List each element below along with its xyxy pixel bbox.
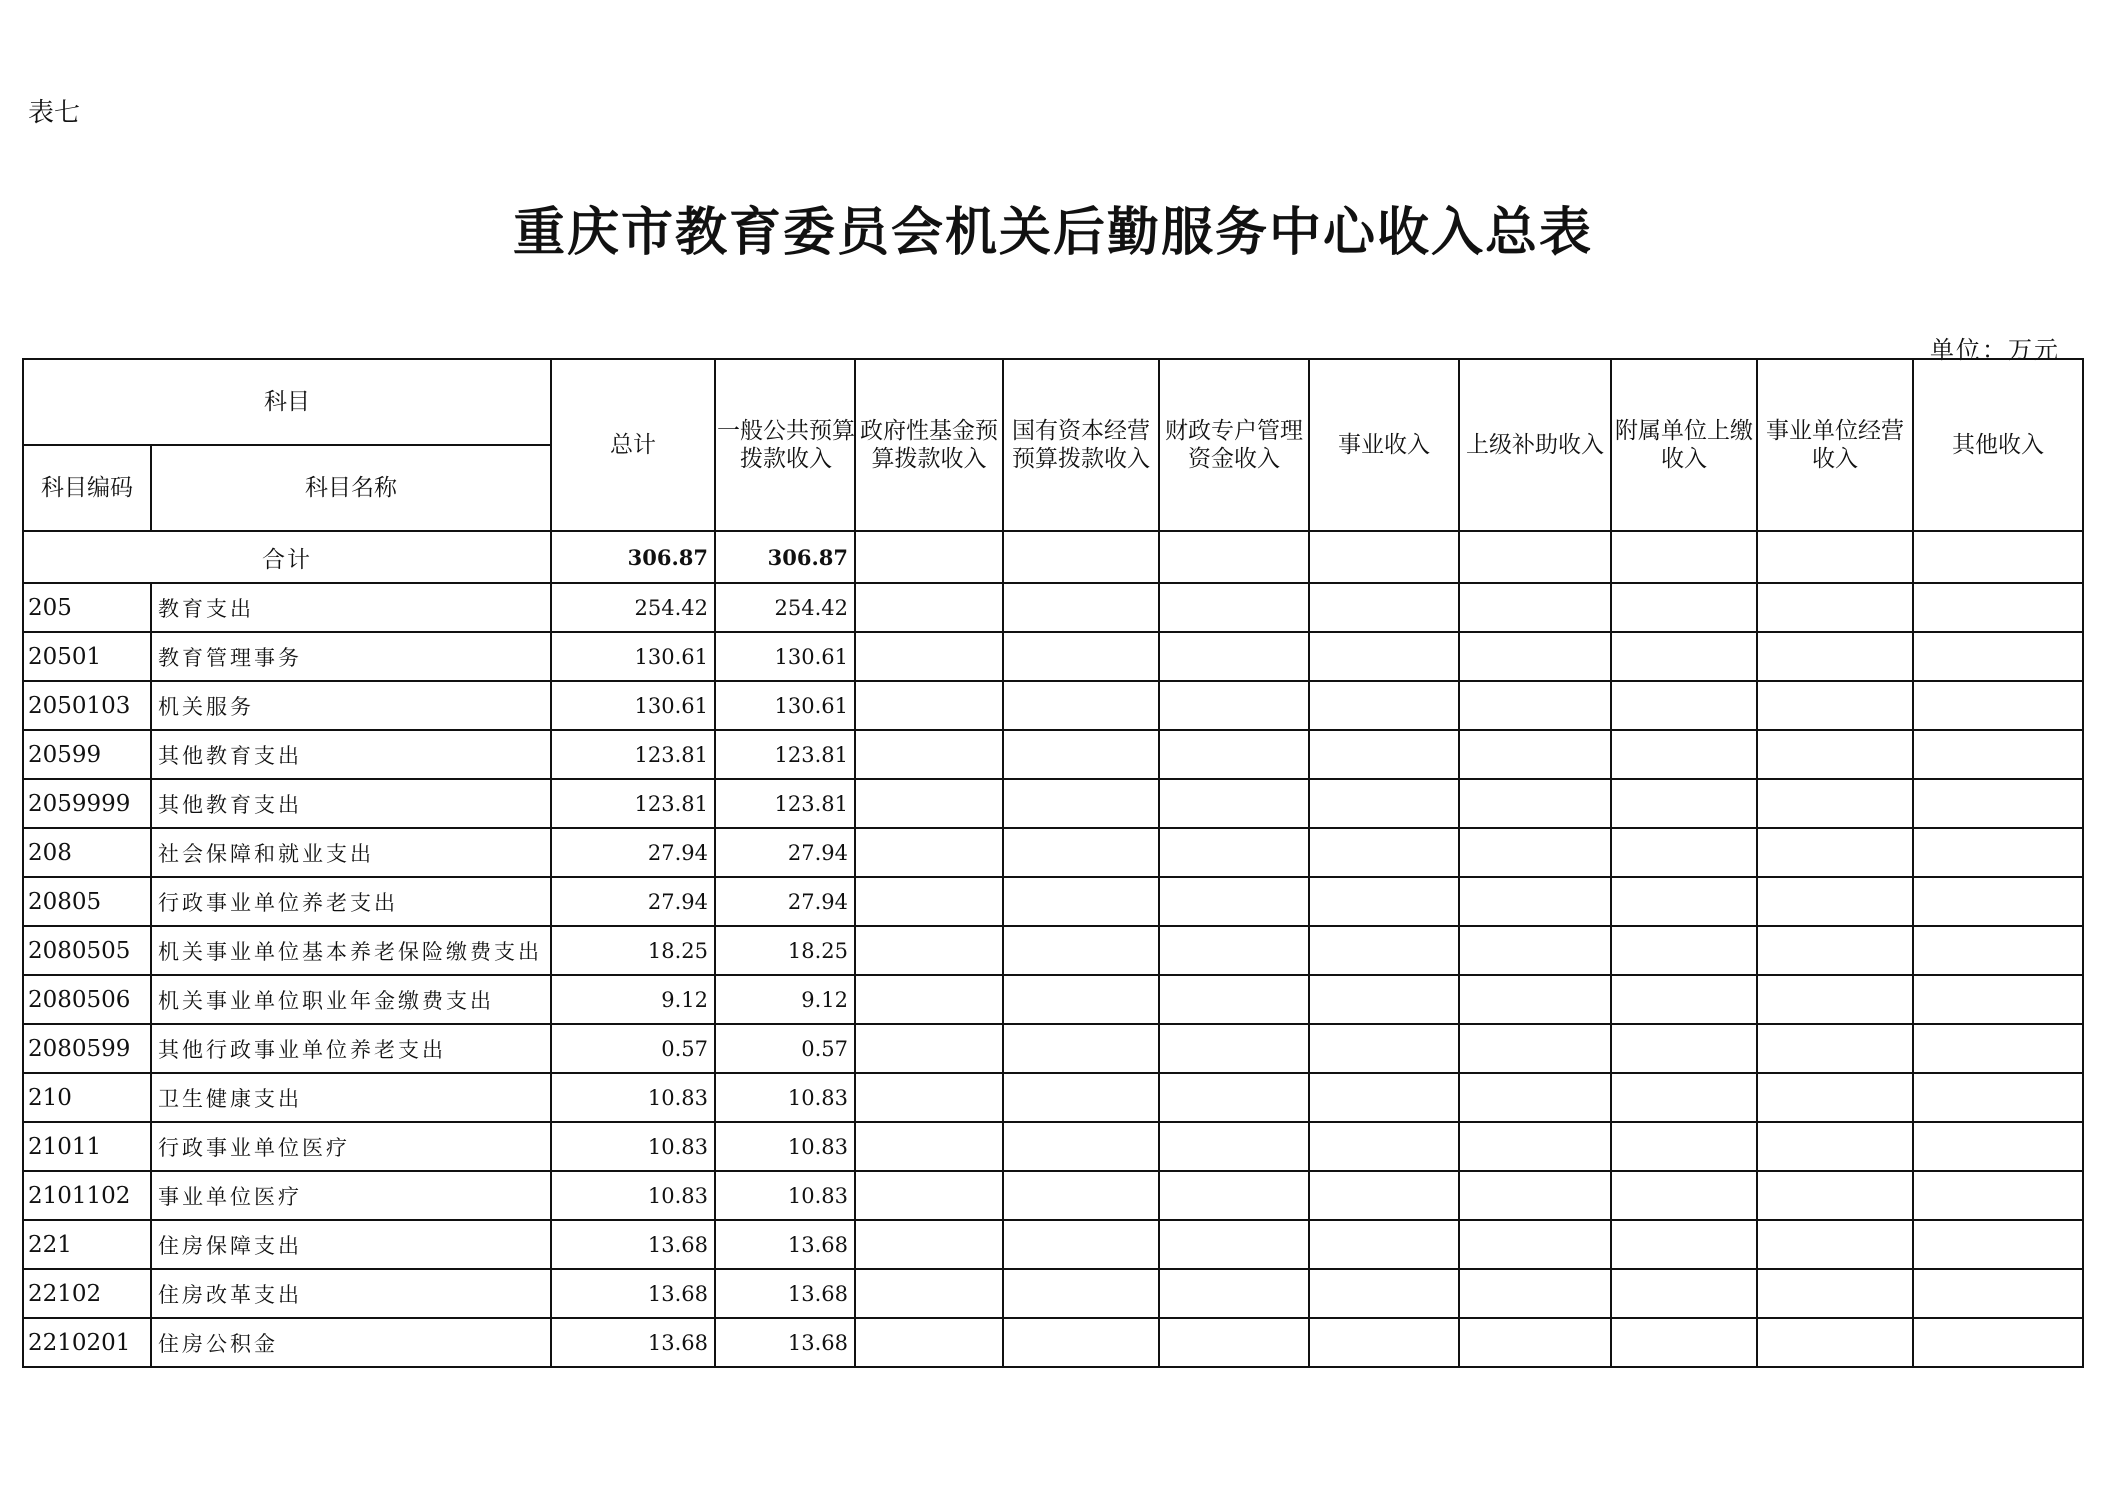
empty-cell <box>1611 1024 1757 1073</box>
empty-cell <box>1757 1318 1913 1367</box>
subject-code-cell: 20599 <box>23 730 151 779</box>
subject-name-cell: 行政事业单位养老支出 <box>151 877 551 926</box>
general-budget-cell: 130.61 <box>715 681 855 730</box>
total-cell: 130.61 <box>551 681 715 730</box>
total-cell: 130.61 <box>551 632 715 681</box>
header-other-income: 其他收入 <box>1913 359 2083 531</box>
general-budget-cell: 123.81 <box>715 779 855 828</box>
header-gov-fund: 政府性基金预算拨款收入 <box>855 359 1003 531</box>
empty-cell <box>1159 632 1309 681</box>
empty-cell <box>1159 877 1309 926</box>
empty-cell <box>1757 1024 1913 1073</box>
empty-cell <box>1913 632 2083 681</box>
empty-cell <box>1309 632 1459 681</box>
empty-cell <box>1913 1024 2083 1073</box>
empty-cell <box>1003 1024 1159 1073</box>
general-budget-cell: 27.94 <box>715 828 855 877</box>
subject-code-cell: 2101102 <box>23 1171 151 1220</box>
subject-code-cell: 2059999 <box>23 779 151 828</box>
header-state-capital: 国有资本经营预算拨款收入 <box>1003 359 1159 531</box>
empty-cell <box>1459 877 1611 926</box>
empty-cell <box>1309 681 1459 730</box>
total-cell: 13.68 <box>551 1220 715 1269</box>
empty-cell <box>1757 531 1913 583</box>
empty-cell <box>1913 779 2083 828</box>
empty-cell <box>855 1024 1003 1073</box>
empty-cell <box>1309 730 1459 779</box>
empty-cell <box>1913 877 2083 926</box>
empty-cell <box>1003 632 1159 681</box>
subject-code-cell: 2050103 <box>23 681 151 730</box>
empty-cell <box>1757 1220 1913 1269</box>
total-cell: 123.81 <box>551 779 715 828</box>
subject-code-cell: 21011 <box>23 1122 151 1171</box>
empty-cell <box>1611 730 1757 779</box>
empty-cell <box>1913 681 2083 730</box>
subject-name-cell: 其他教育支出 <box>151 730 551 779</box>
subject-name-cell: 行政事业单位医疗 <box>151 1122 551 1171</box>
empty-cell <box>1611 779 1757 828</box>
subject-name-cell: 其他教育支出 <box>151 779 551 828</box>
empty-cell <box>1159 681 1309 730</box>
subject-name-cell: 其他行政事业单位养老支出 <box>151 1024 551 1073</box>
empty-cell <box>1309 926 1459 975</box>
total-cell: 27.94 <box>551 828 715 877</box>
empty-cell <box>1459 779 1611 828</box>
empty-cell <box>1459 828 1611 877</box>
total-cell: 13.68 <box>551 1318 715 1367</box>
total-cell: 10.83 <box>551 1073 715 1122</box>
general-budget-cell: 13.68 <box>715 1220 855 1269</box>
empty-cell <box>1611 828 1757 877</box>
empty-cell <box>855 1318 1003 1367</box>
empty-cell <box>1159 975 1309 1024</box>
table-row <box>23 1171 2083 1220</box>
empty-cell <box>855 926 1003 975</box>
empty-cell <box>1003 1073 1159 1122</box>
header-subject-name: 科目名称 <box>151 445 551 531</box>
empty-cell <box>1913 926 2083 975</box>
empty-cell <box>1159 583 1309 632</box>
total-cell: 9.12 <box>551 975 715 1024</box>
general-budget-cell: 10.83 <box>715 1073 855 1122</box>
income-summary-table <box>22 358 2084 1368</box>
empty-cell <box>1459 632 1611 681</box>
total-cell: 18.25 <box>551 926 715 975</box>
total-cell: 254.42 <box>551 583 715 632</box>
table-row <box>23 1073 2083 1122</box>
empty-cell <box>1757 1171 1913 1220</box>
empty-cell <box>1913 1269 2083 1318</box>
general-budget-cell: 0.57 <box>715 1024 855 1073</box>
empty-cell <box>1309 583 1459 632</box>
empty-cell <box>1003 1220 1159 1269</box>
subject-name-cell: 住房保障支出 <box>151 1220 551 1269</box>
subject-name-cell: 教育支出 <box>151 583 551 632</box>
empty-cell <box>1611 632 1757 681</box>
table-row <box>23 1269 2083 1318</box>
empty-cell <box>1611 877 1757 926</box>
page-title: 重庆市教育委员会机关后勤服务中心收入总表 <box>512 202 1593 263</box>
empty-cell <box>1003 681 1159 730</box>
table-row <box>23 779 2083 828</box>
empty-cell <box>1309 1269 1459 1318</box>
empty-cell <box>1757 681 1913 730</box>
header-total: 总计 <box>551 359 715 531</box>
header-business-income: 事业收入 <box>1309 359 1459 531</box>
empty-cell <box>855 681 1003 730</box>
empty-cell <box>1459 1269 1611 1318</box>
header-general-budget: 一般公共预算拨款收入 <box>715 359 855 531</box>
total-label: 合计 <box>23 531 551 583</box>
empty-cell <box>1309 1318 1459 1367</box>
empty-cell <box>1309 975 1459 1024</box>
empty-cell <box>1459 583 1611 632</box>
empty-cell <box>1159 730 1309 779</box>
empty-cell <box>1757 632 1913 681</box>
table-row <box>23 926 2083 975</box>
empty-cell <box>1913 828 2083 877</box>
general-budget-cell: 123.81 <box>715 730 855 779</box>
empty-cell <box>1159 1318 1309 1367</box>
empty-cell <box>1913 1220 2083 1269</box>
empty-cell <box>1757 1269 1913 1318</box>
empty-cell <box>1159 828 1309 877</box>
total-cell: 0.57 <box>551 1024 715 1073</box>
empty-cell <box>1611 583 1757 632</box>
table-row <box>23 583 2083 632</box>
general-budget-cell: 27.94 <box>715 877 855 926</box>
empty-cell <box>855 1220 1003 1269</box>
subject-code-cell: 205 <box>23 583 151 632</box>
subject-name-cell: 机关事业单位职业年金缴费支出 <box>151 975 551 1024</box>
empty-cell <box>1003 877 1159 926</box>
empty-cell <box>855 583 1003 632</box>
empty-cell <box>1159 926 1309 975</box>
subject-code-cell: 20501 <box>23 632 151 681</box>
subject-code-cell: 2080505 <box>23 926 151 975</box>
table-row <box>23 877 2083 926</box>
empty-cell <box>1159 1024 1309 1073</box>
subject-code-cell: 210 <box>23 1073 151 1122</box>
empty-cell <box>1003 828 1159 877</box>
empty-cell <box>1309 828 1459 877</box>
empty-cell <box>1003 779 1159 828</box>
empty-cell <box>1913 975 2083 1024</box>
total-total: 306.87 <box>551 531 715 583</box>
header-superior-subsidy: 上级补助收入 <box>1459 359 1611 531</box>
empty-cell <box>1757 975 1913 1024</box>
header-subject-code: 科目编码 <box>23 445 151 531</box>
empty-cell <box>1003 975 1159 1024</box>
empty-cell <box>1757 828 1913 877</box>
table-row <box>23 1318 2083 1367</box>
empty-cell <box>1159 1122 1309 1171</box>
general-budget-cell: 18.25 <box>715 926 855 975</box>
empty-cell <box>1611 681 1757 730</box>
empty-cell <box>1309 1220 1459 1269</box>
empty-cell <box>855 1122 1003 1171</box>
subject-name-cell: 住房公积金 <box>151 1318 551 1367</box>
empty-cell <box>855 531 1003 583</box>
empty-cell <box>1611 1171 1757 1220</box>
empty-cell <box>1757 1122 1913 1171</box>
subject-code-cell: 2080599 <box>23 1024 151 1073</box>
subject-code-cell: 2210201 <box>23 1318 151 1367</box>
empty-cell <box>1003 926 1159 975</box>
general-budget-cell: 13.68 <box>715 1269 855 1318</box>
empty-cell <box>1459 531 1611 583</box>
empty-cell <box>1003 730 1159 779</box>
empty-cell <box>1611 1220 1757 1269</box>
empty-cell <box>855 632 1003 681</box>
empty-cell <box>1611 1073 1757 1122</box>
empty-cell <box>855 1171 1003 1220</box>
empty-cell <box>1913 1318 2083 1367</box>
empty-cell <box>1459 1171 1611 1220</box>
empty-cell <box>1459 1024 1611 1073</box>
header-subject: 科目 <box>23 359 551 445</box>
empty-cell <box>1003 1171 1159 1220</box>
empty-cell <box>855 779 1003 828</box>
table-row <box>23 730 2083 779</box>
empty-cell <box>1003 531 1159 583</box>
subject-code-cell: 2080506 <box>23 975 151 1024</box>
empty-cell <box>855 730 1003 779</box>
empty-cell <box>855 1269 1003 1318</box>
empty-cell <box>1913 1073 2083 1122</box>
unit-label: 单位：万元 <box>1930 336 2060 364</box>
empty-cell <box>1757 1073 1913 1122</box>
empty-cell <box>1309 1024 1459 1073</box>
empty-cell <box>1159 1073 1309 1122</box>
empty-cell <box>1913 1171 2083 1220</box>
empty-cell <box>1003 1318 1159 1367</box>
total-general-budget: 306.87 <box>715 531 855 583</box>
empty-cell <box>855 828 1003 877</box>
empty-cell <box>1913 1122 2083 1171</box>
empty-cell <box>855 1073 1003 1122</box>
empty-cell <box>1309 1171 1459 1220</box>
empty-cell <box>1159 531 1309 583</box>
subject-name-cell: 卫生健康支出 <box>151 1073 551 1122</box>
general-budget-cell: 13.68 <box>715 1318 855 1367</box>
empty-cell <box>1611 1318 1757 1367</box>
table-row <box>23 828 2083 877</box>
empty-cell <box>1309 531 1459 583</box>
subject-name-cell: 机关事业单位基本养老保险缴费支出 <box>151 926 551 975</box>
empty-cell <box>1459 681 1611 730</box>
empty-cell <box>1611 926 1757 975</box>
empty-cell <box>1309 779 1459 828</box>
subject-code-cell: 22102 <box>23 1269 151 1318</box>
empty-cell <box>1757 730 1913 779</box>
empty-cell <box>1309 1073 1459 1122</box>
header-affiliated-units: 附属单位上缴收入 <box>1611 359 1757 531</box>
empty-cell <box>1459 1073 1611 1122</box>
empty-cell <box>1003 1269 1159 1318</box>
header-fiscal-special: 财政专户管理资金收入 <box>1159 359 1309 531</box>
empty-cell <box>1159 1171 1309 1220</box>
subject-name-cell: 住房改革支出 <box>151 1269 551 1318</box>
subject-name-cell: 事业单位医疗 <box>151 1171 551 1220</box>
general-budget-cell: 254.42 <box>715 583 855 632</box>
empty-cell <box>1459 1318 1611 1367</box>
total-row <box>23 531 2083 583</box>
empty-cell <box>1757 779 1913 828</box>
empty-cell <box>1611 975 1757 1024</box>
empty-cell <box>1003 1122 1159 1171</box>
table-row <box>23 632 2083 681</box>
table-row <box>23 1024 2083 1073</box>
empty-cell <box>1003 583 1159 632</box>
total-cell: 13.68 <box>551 1269 715 1318</box>
table-row <box>23 1122 2083 1171</box>
empty-cell <box>1159 1220 1309 1269</box>
empty-cell <box>855 975 1003 1024</box>
general-budget-cell: 9.12 <box>715 975 855 1024</box>
table-row <box>23 681 2083 730</box>
empty-cell <box>1459 730 1611 779</box>
empty-cell <box>1459 926 1611 975</box>
table-row <box>23 1220 2083 1269</box>
empty-cell <box>1159 779 1309 828</box>
empty-cell <box>1309 1122 1459 1171</box>
empty-cell <box>1309 877 1459 926</box>
subject-code-cell: 208 <box>23 828 151 877</box>
subject-name-cell: 教育管理事务 <box>151 632 551 681</box>
empty-cell <box>1611 531 1757 583</box>
total-cell: 10.83 <box>551 1171 715 1220</box>
empty-cell <box>1459 975 1611 1024</box>
empty-cell <box>1913 730 2083 779</box>
total-cell: 123.81 <box>551 730 715 779</box>
general-budget-cell: 10.83 <box>715 1171 855 1220</box>
empty-cell <box>1459 1122 1611 1171</box>
empty-cell <box>1757 583 1913 632</box>
header-business-operating: 事业单位经营收入 <box>1757 359 1913 531</box>
table-label: 表七 <box>28 98 81 128</box>
empty-cell <box>1757 926 1913 975</box>
empty-cell <box>1459 1220 1611 1269</box>
subject-code-cell: 20805 <box>23 877 151 926</box>
subject-name-cell: 机关服务 <box>151 681 551 730</box>
empty-cell <box>1757 877 1913 926</box>
general-budget-cell: 130.61 <box>715 632 855 681</box>
empty-cell <box>1913 531 2083 583</box>
empty-cell <box>1913 583 2083 632</box>
total-cell: 10.83 <box>551 1122 715 1171</box>
empty-cell <box>855 877 1003 926</box>
empty-cell <box>1159 1269 1309 1318</box>
subject-code-cell: 221 <box>23 1220 151 1269</box>
table-row <box>23 975 2083 1024</box>
empty-cell <box>1611 1269 1757 1318</box>
empty-cell <box>1611 1122 1757 1171</box>
general-budget-cell: 10.83 <box>715 1122 855 1171</box>
subject-name-cell: 社会保障和就业支出 <box>151 828 551 877</box>
total-cell: 27.94 <box>551 877 715 926</box>
